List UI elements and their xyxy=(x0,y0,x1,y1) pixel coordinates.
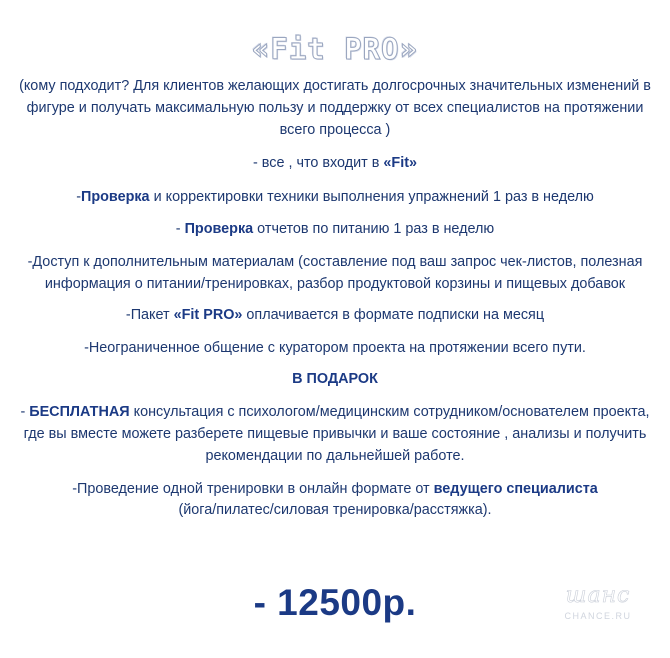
subscription-line xyxy=(8,305,662,327)
gift-heading: В ПОДАРОК xyxy=(292,371,378,387)
technique-check-text: и корректировки техники выполнения упражнений 1 раз в неделю xyxy=(149,189,594,205)
watermark-sub-text: CHANCE.RU xyxy=(564,611,632,621)
free-consult-line-3: рекомендации по дальнейшей работе. xyxy=(205,448,465,464)
materials-line-2: информация о питании/тренировках, разбор продуктовой корзины и пищевых добавок xyxy=(44,276,626,292)
training-line-1 xyxy=(8,479,662,501)
intro-line-2: фигуре и получать максимальную пользу и поддержку от всех специалистов на протяжении xyxy=(26,100,644,116)
nutrition-check-bold: Проверка xyxy=(184,221,254,237)
nutrition-check-text: отчетов по питанию 1 раз в неделю xyxy=(253,221,495,237)
free-consult-text: консультация с психологом/медицинским сотрудником/основателем проекта, xyxy=(129,404,650,420)
subscription-text: оплачивается в формате подписки на месяц xyxy=(242,307,545,323)
price: - 12500р. xyxy=(253,582,417,623)
whats-included-text: - все , что входит в xyxy=(252,155,384,171)
technique-check-bold: Проверка xyxy=(80,189,150,205)
free-consult-line-1 xyxy=(8,402,662,424)
fit-pro-name: «Fit PRO» xyxy=(173,307,243,323)
watermark-logo xyxy=(543,584,653,628)
technique-check-line xyxy=(8,187,662,209)
package-title: «Fit PRO» xyxy=(251,32,419,66)
free-consult-prefix: - xyxy=(20,404,30,420)
communication-line: -Неограниченное общение с куратором проекта на протяжении всего пути. xyxy=(84,340,586,356)
intro-line-1: (кому подходит? Для клиентов желающих достигать долгосрочных значительных изменений в xyxy=(19,78,651,94)
nutrition-check-line xyxy=(8,219,662,241)
fit-package-name: «Fit» xyxy=(383,155,418,171)
technique-check-prefix: - xyxy=(76,189,81,205)
subscription-prefix: -Пакет xyxy=(125,307,174,323)
training-line-2: (йога/пилатес/силовая тренировка/расстяжка). xyxy=(178,502,492,518)
free-consult-line-2: где вы вместе можете разберете пищевые привычки и ваше состояние , анализы и получить xyxy=(23,426,647,442)
lead-specialist: ведущего специалиста xyxy=(433,481,598,497)
free-consult-bold: БЕСПЛАТНАЯ xyxy=(29,404,130,420)
training-text: -Проведение одной тренировки в онлайн формате от xyxy=(72,481,434,497)
watermark-main-text: шанс xyxy=(565,583,631,608)
intro-line-3: всего процесса ) xyxy=(279,122,391,138)
materials-line-1: -Доступ к дополнительным материалам (составление под ваш запрос чек-листов, полезная xyxy=(27,254,643,270)
nutrition-check-prefix: - xyxy=(175,221,185,237)
whats-included-line xyxy=(8,153,662,175)
